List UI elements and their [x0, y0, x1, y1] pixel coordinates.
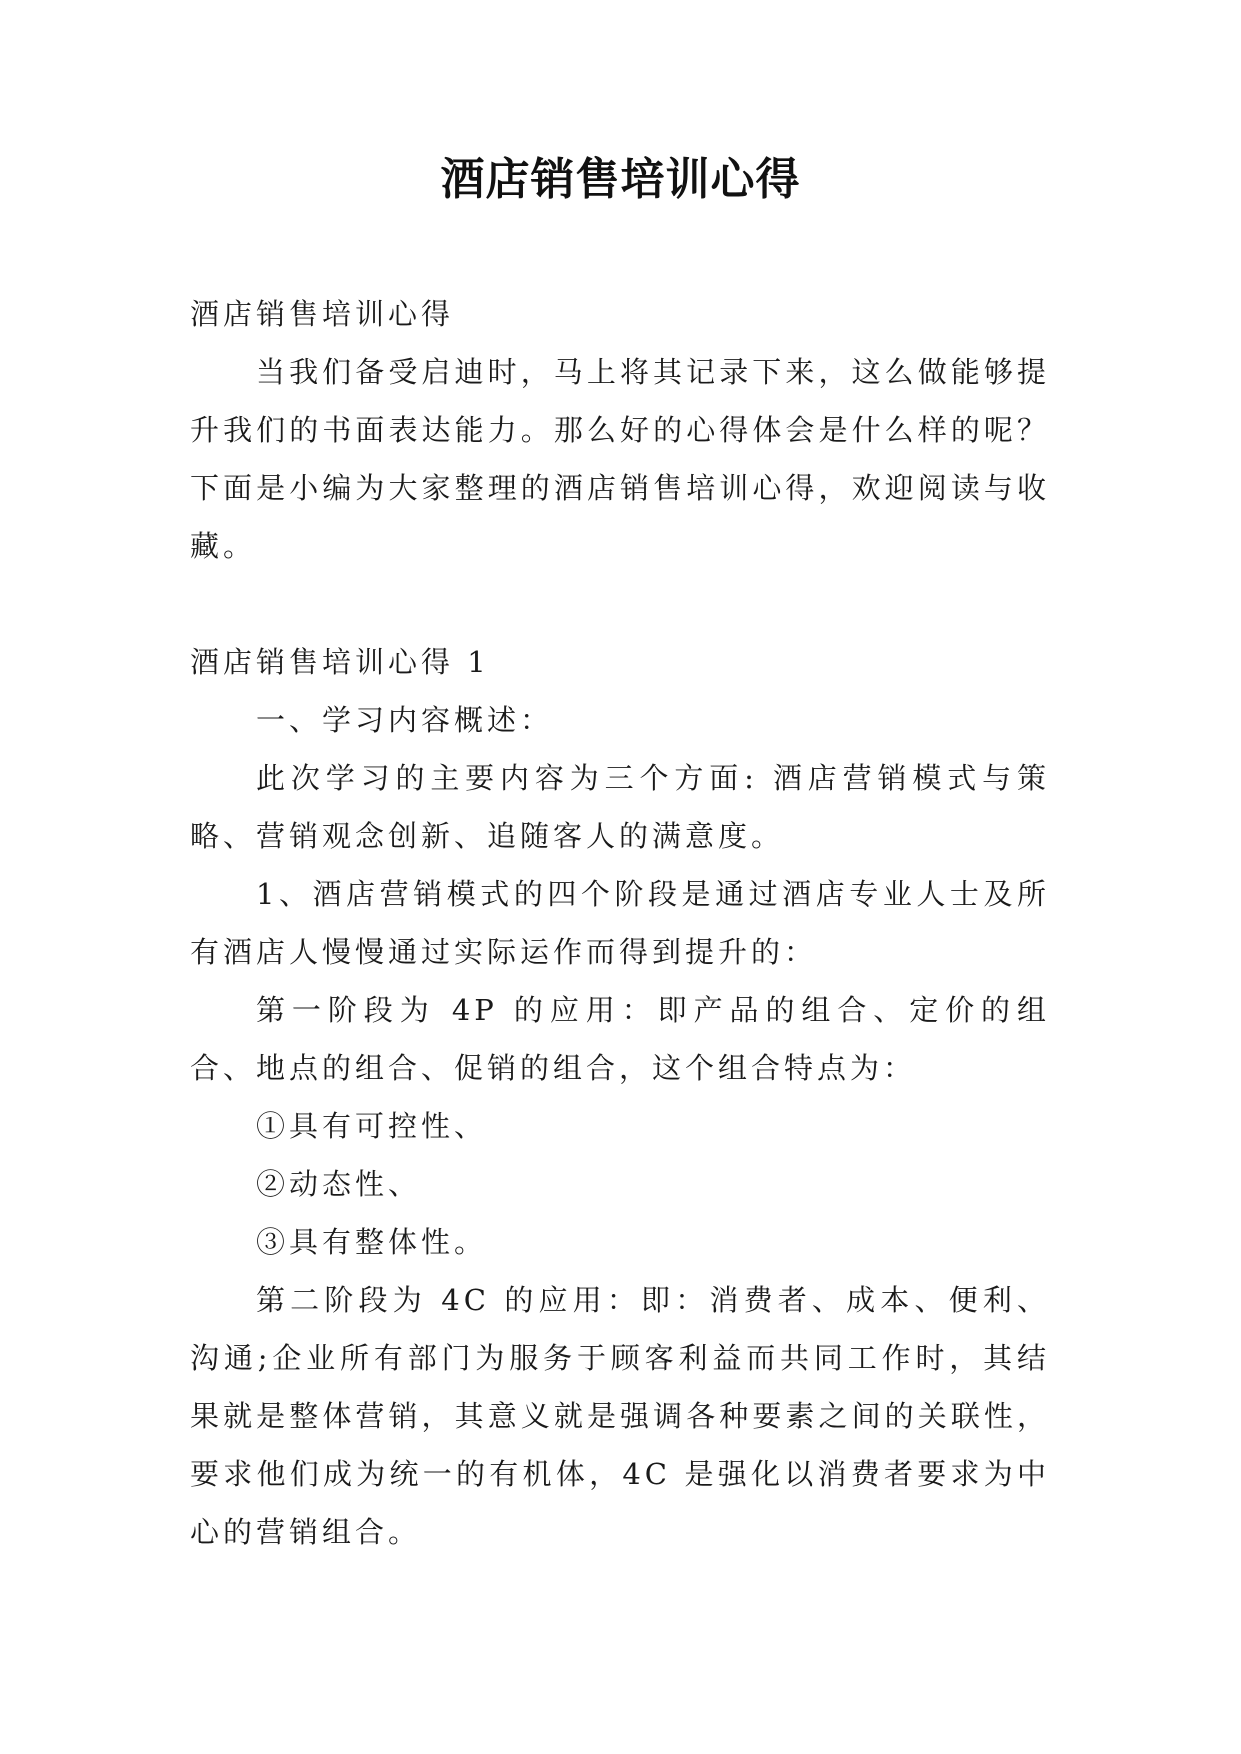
paragraph-stage-two: 第二阶段为 4C 的应用：即：消费者、成本、便利、沟通;企业所有部门为服务于顾客利益而共同工作时，其结果就是整体营销，其意义就是强调各种要素之间的关联性，要求他们成为统一的有机体，4C 是强化以消费者要求为中心的营销组合。 [190, 1283, 1050, 1549]
paragraph-stage-one: 第一阶段为 4P 的应用：即产品的组合、定价的组合、地点的组合、促销的组合，这个组合特点为： [190, 993, 1050, 1085]
list-item-integral: ③具有整体性。 [256, 1225, 488, 1259]
list-item-dynamic: ②动态性、 [256, 1167, 422, 1201]
intro-heading: 酒店销售培训心得 [190, 297, 455, 331]
paragraph-overview-heading: 一、学习内容概述： [256, 703, 554, 737]
paragraph-marketing-stages: 1、酒店营销模式的四个阶段是通过酒店专业人士及所有酒店人慢慢通过实际运作而得到提升的： [190, 877, 1050, 969]
section-spacer [190, 575, 1050, 633]
section1-heading: 酒店销售培训心得 1 [190, 645, 490, 679]
document-title: 酒店销售培训心得 [440, 154, 801, 205]
intro-paragraph: 当我们备受启迪时，马上将其记录下来，这么做能够提升我们的书面表达能力。那么好的心得体会是什么样的呢？下面是小编为大家整理的酒店销售培训心得，欢迎阅读与收藏。 [190, 355, 1050, 563]
document-body [190, 285, 1050, 1561]
list-item-controllable: ①具有可控性、 [256, 1109, 488, 1143]
paragraph-overview-content: 此次学习的主要内容为三个方面: 酒店营销模式与策略、营销观念创新、追随客人的满意度。 [190, 761, 1050, 853]
